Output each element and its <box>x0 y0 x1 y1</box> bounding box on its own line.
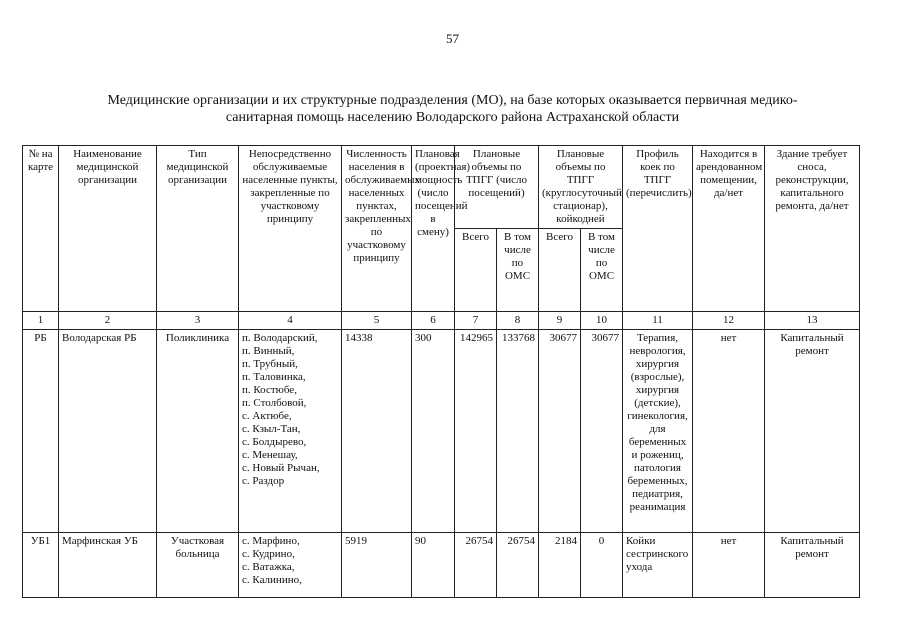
title-line-1: Медицинские организации и их структурные подразделения (МО), на базе которых оказывается первичная медико- <box>107 93 798 108</box>
column-index: 7 <box>455 312 497 330</box>
table-row <box>23 330 860 533</box>
header-building: Здание требует сноса, реконструкции, капитального ремонта, да/нет <box>765 146 860 312</box>
title-line-2: санитарная помощь населению Володарского района Астраханской области <box>225 110 680 125</box>
cell-beddays-total: 30677 <box>539 330 581 533</box>
header-type: Тип медицинской организации <box>157 146 239 312</box>
header-num: № на карте <box>23 146 59 312</box>
cell-visits-total: 26754 <box>455 533 497 598</box>
table-row <box>23 533 860 598</box>
column-index: 11 <box>623 312 693 330</box>
column-index: 2 <box>59 312 157 330</box>
header-rented: Находится в арендованном помещении, да/нет <box>693 146 765 312</box>
cell-name: Марфинская УБ <box>59 533 157 598</box>
column-index: 10 <box>581 312 623 330</box>
organizations-table <box>22 145 860 598</box>
cell-bed-profile: Терапия, неврология, хирургия (взрослые), хирургия (детские), гинекология, для беременных и рожениц, патология беременных, педиатрия, реанимация <box>623 330 693 533</box>
header-settlements: Непосредственно обслуживаемые населенные пункты, закрепленные по участковому принципу <box>239 146 342 312</box>
subheader-beddays-oms: В том числе по ОМС <box>581 229 623 312</box>
header-bed-profile: Профиль коек по ТПГГ (перечислить) <box>623 146 693 312</box>
cell-num: РБ <box>23 330 59 533</box>
column-index: 4 <box>239 312 342 330</box>
cell-building: Капитальный ремонт <box>765 330 860 533</box>
column-index: 3 <box>157 312 239 330</box>
cell-beddays-oms: 0 <box>581 533 623 598</box>
cell-visits-oms: 26754 <box>497 533 539 598</box>
cell-beddays-total: 2184 <box>539 533 581 598</box>
cell-name: Володарская РБ <box>59 330 157 533</box>
column-index: 8 <box>497 312 539 330</box>
header-visits: Плановые объемы по ТПГГ (число посещений) <box>455 146 539 229</box>
header-capacity: Плановая (проектная) мощность (число посещений в смену) <box>412 146 455 312</box>
column-index: 6 <box>412 312 455 330</box>
cell-building: Капитальный ремонт <box>765 533 860 598</box>
cell-visits-oms: 133768 <box>497 330 539 533</box>
cell-type: Участковая больница <box>157 533 239 598</box>
header-row <box>23 146 860 229</box>
subheader-visits-total: Всего <box>455 229 497 312</box>
column-index: 9 <box>539 312 581 330</box>
header-name: Наименование медицинской организации <box>59 146 157 312</box>
subheader-visits-oms: В том числе по ОМС <box>497 229 539 312</box>
column-index: 12 <box>693 312 765 330</box>
cell-capacity: 90 <box>412 533 455 598</box>
cell-settlements: с. Марфино, с. Кудрино, с. Ватажка, с. Калинино, <box>239 533 342 598</box>
cell-rented: нет <box>693 330 765 533</box>
cell-capacity: 300 <box>412 330 455 533</box>
cell-population: 5919 <box>342 533 412 598</box>
column-index: 5 <box>342 312 412 330</box>
column-index-row <box>23 312 860 330</box>
cell-beddays-oms: 30677 <box>581 330 623 533</box>
cell-population: 14338 <box>342 330 412 533</box>
cell-num: УБ1 <box>23 533 59 598</box>
subheader-beddays-total: Всего <box>539 229 581 312</box>
header-population: Численность населения в обслуживаемых населенных пунктах, закрепленных по участковому принципу <box>342 146 412 312</box>
column-index: 13 <box>765 312 860 330</box>
cell-rented: нет <box>693 533 765 598</box>
cell-bed-profile: Койки сестринского ухода <box>623 533 693 598</box>
page-number: 57 <box>446 31 459 46</box>
header-beddays: Плановые объемы по ТПГГ (круглосуточный стационар), койкодней <box>539 146 623 229</box>
document-title <box>60 92 845 126</box>
cell-settlements: п. Володарский, п. Винный, п. Трубный, п. Таловинка, п. Костюбе, п. Столбовой, с. Актюбе, с. Кзыл-Тан, с. Болдырево, с. Менешау, с. Новый Рычан, с. Раздор <box>239 330 342 533</box>
column-index: 1 <box>23 312 59 330</box>
cell-type: Поликлиника <box>157 330 239 533</box>
cell-visits-total: 142965 <box>455 330 497 533</box>
